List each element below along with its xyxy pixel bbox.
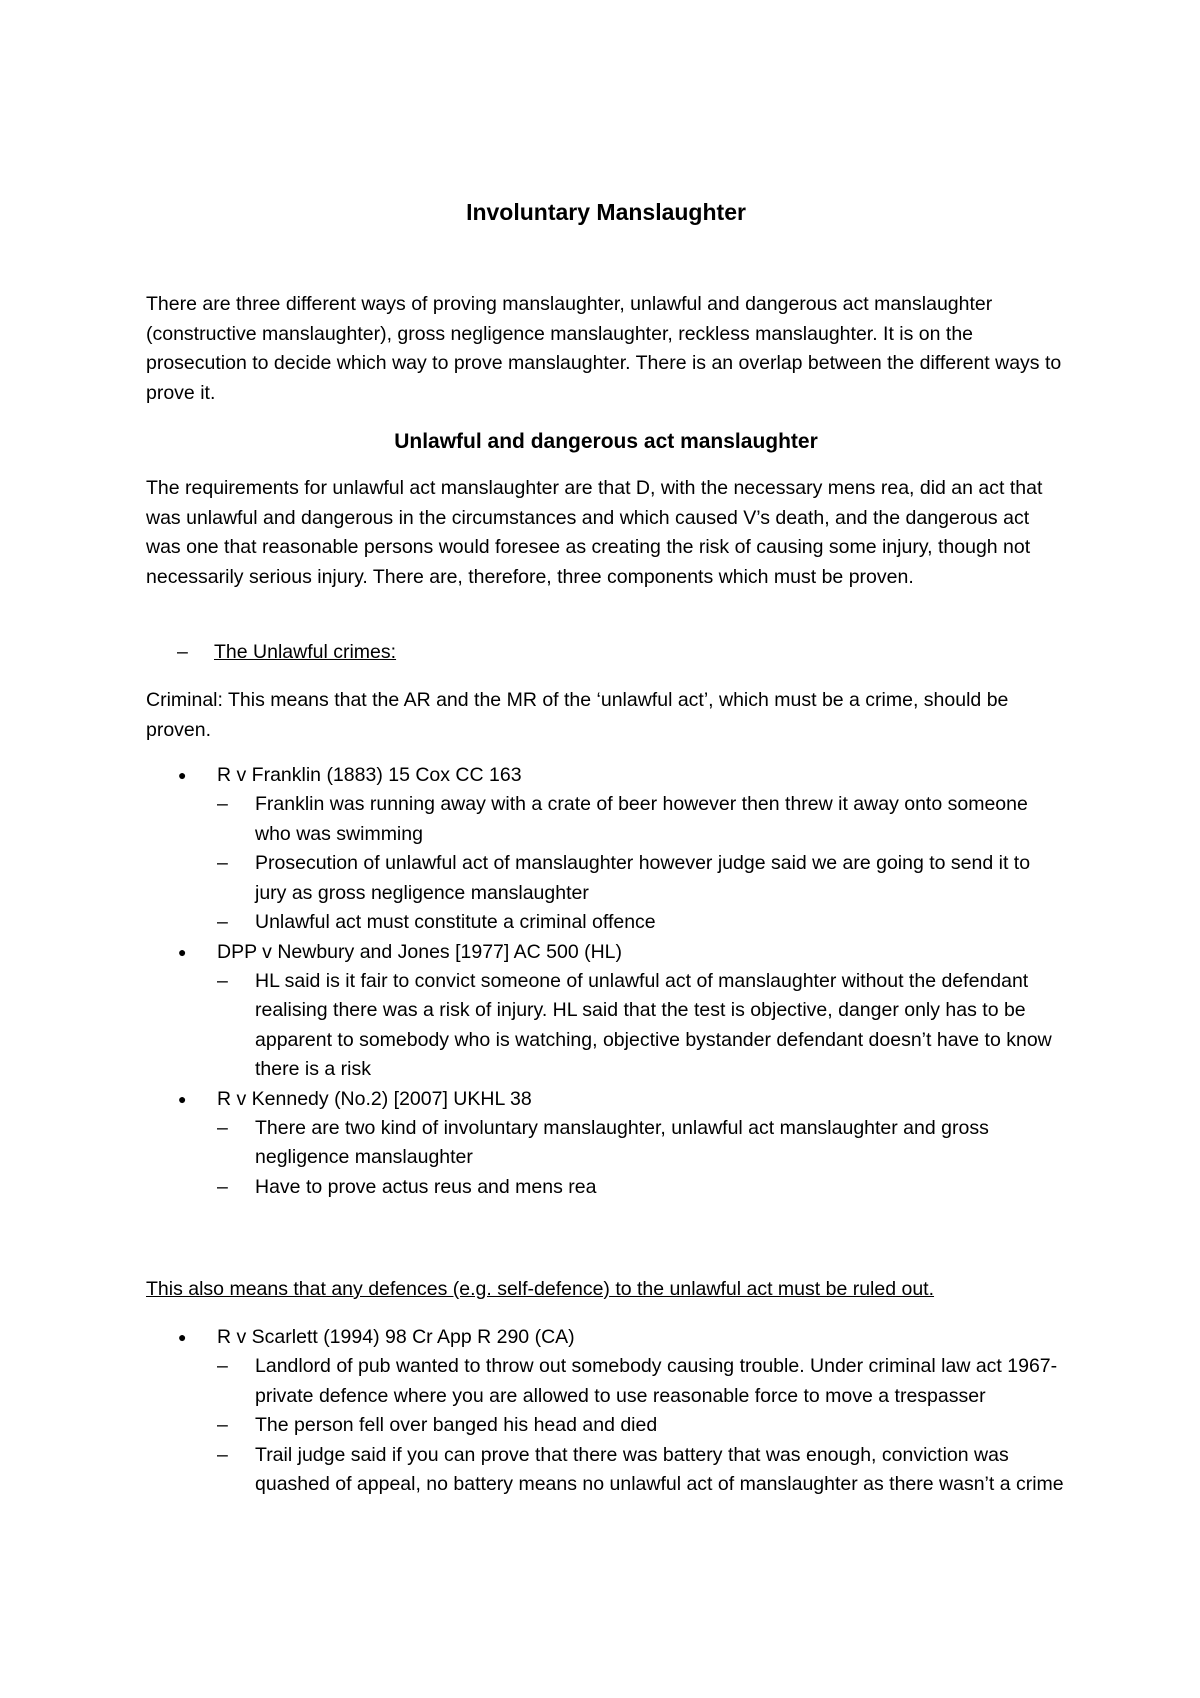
case-name: R v Kennedy (No.2) [2007] UKHL 38 xyxy=(217,1087,532,1110)
case-point-text: Prosecution of unlawful act of manslaughter however judge said we are going to send it to jury as gross negligence manslaughter xyxy=(255,852,1031,904)
dash-marker: – xyxy=(217,911,228,933)
case-point-text: Have to prove actus reus and mens rea xyxy=(255,1175,597,1198)
case-point xyxy=(146,908,1066,938)
case-point-text: HL said is it fair to convict someone of unlawful act of manslaughter without the defendant realising there was a risk of injury. HL said that the test is objective, danger only has to be apparent to somebody who is watching, objective bystander defendant doesn’t have to know there is a risk xyxy=(255,969,1052,1080)
case-name: R v Franklin (1883) 15 Cox CC 163 xyxy=(217,764,522,786)
case-point xyxy=(146,790,1066,849)
page-title: Involuntary Manslaughter xyxy=(466,199,746,225)
case-item xyxy=(146,1323,1066,1352)
case-point-text: The person fell over banged his head and died xyxy=(255,1414,658,1436)
dash-marker: – xyxy=(217,1175,228,1198)
bullet-icon: ● xyxy=(178,943,187,960)
unlawful-crimes-item xyxy=(177,638,396,667)
case-item xyxy=(146,761,1066,790)
bullet-icon: ● xyxy=(178,767,187,783)
section-heading: Unlawful and dangerous act manslaughter xyxy=(394,430,818,453)
bullet-icon: ● xyxy=(178,1090,187,1107)
case-point-text: Unlawful act must constitute a criminal offence xyxy=(255,911,656,933)
case-point-text: Trail judge said if you can prove that there was battery that was enough, conviction was quashed of appeal, no battery means no unlawful act of manslaughter as there wasn’t a crime xyxy=(255,1443,1064,1495)
dash-marker: – xyxy=(217,969,228,992)
intro-paragraph: There are three different ways of proving manslaughter, unlawful and dangerous act manslaughter (constructive manslaughter), gross negligence manslaughter, reckless manslaughter. It is on the prosecution to decide which way to prove manslaughter. There is an overlap between the different ways to prove it. xyxy=(146,293,1062,404)
dash-marker: – xyxy=(217,852,228,874)
defences-line: This also means that any defences (e.g. self-defence) to the unlawful act must be ruled out. xyxy=(146,1278,935,1300)
dash-marker: – xyxy=(217,793,228,815)
case-point-text: Landlord of pub wanted to throw out somebody causing trouble. Under criminal law act 1967- private defence where you are allowed to use reasonable force to move a trespasser xyxy=(255,1355,1058,1407)
case-point xyxy=(146,1114,1066,1173)
case-point-text: Franklin was running away with a crate of beer however then threw it away onto someone who was swimming xyxy=(255,793,1028,845)
case-point xyxy=(146,1352,1066,1411)
case-point xyxy=(146,849,1066,908)
dash-marker: – xyxy=(217,1443,228,1466)
requirements-paragraph: The requirements for unlawful act manslaughter are that D, with the necessary mens rea, did an act that was unlawful and dangerous in the circumstances and which caused V’s death, and the dangerous act was one that reasonable persons would foresee as creating the risk of causing some injury, though not necessarily serious injury. There are, therefore, three components which must be proven. xyxy=(146,477,1043,588)
case-name: DPP v Newbury and Jones [1977] AC 500 (HL) xyxy=(217,940,623,963)
case-item xyxy=(146,938,1066,967)
bullet-icon: ● xyxy=(178,1329,187,1345)
dash-marker: – xyxy=(217,1355,228,1377)
case-point xyxy=(146,967,1066,1085)
criminal-paragraph: Criminal: This means that the AR and the MR of the ‘unlawful act’, which must be a crime, should be proven. xyxy=(146,689,1009,741)
case-point xyxy=(146,1173,1066,1203)
case-point xyxy=(146,1411,1066,1441)
dash-marker: – xyxy=(177,641,188,663)
dash-marker: – xyxy=(217,1414,228,1436)
case-list-a xyxy=(146,761,1066,1202)
case-point xyxy=(146,1441,1066,1500)
dash-marker: – xyxy=(217,1116,228,1139)
unlawful-crimes-heading: The Unlawful crimes: xyxy=(214,641,397,663)
case-name: R v Scarlett (1994) 98 Cr App R 290 (CA) xyxy=(217,1326,575,1348)
case-item xyxy=(146,1085,1066,1114)
case-point-text: There are two kind of involuntary manslaughter, unlawful act manslaughter and gross negligence manslaughter xyxy=(255,1116,989,1168)
case-list-b xyxy=(146,1323,1066,1500)
